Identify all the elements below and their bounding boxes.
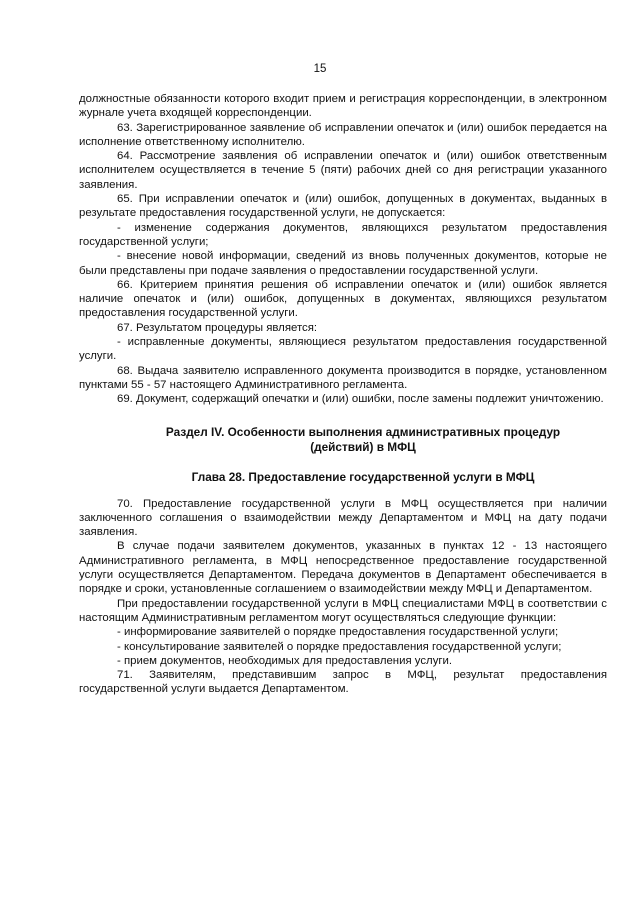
paragraph: - прием документов, необходимых для предоставления услуги.: [117, 654, 453, 667]
paragraph: - исправленные документы, являющиеся результатом предоставления государственной услуги.: [79, 336, 607, 363]
paragraph: 65. При исправлении опечаток и (или) ошибок, допущенных в документах, выданных в результате предоставления государственной услуги, не допускается:: [79, 193, 607, 220]
top-paragraphs: [79, 92, 607, 407]
paragraph: 69. Документ, содержащий опечатки и (или) ошибки, после замены подлежит уничтожению.: [117, 393, 604, 406]
paragraph: - консультирование заявителей о порядке предоставления государственной услуги;: [117, 640, 562, 653]
page-content: [79, 92, 607, 697]
paragraph: При предоставлении государственной услуги в МФЦ специалистами МФЦ в соответствии с настоящим Административным регламентом могут осуществляться следующие функции:: [79, 597, 607, 624]
paragraph: В случае подачи заявителем документов, указанных в пунктах 12 - 13 настоящего Административного регламента, в МФЦ непосредственное предоставление государственной услуги осуществляется Департаментом. Передача документов в Департамент обеспечивается в порядке и сроки, установленные соглашением о взаимодействии между МФЦ и Департаментом.: [79, 540, 607, 596]
paragraph: 66. Критерием принятия решения об исправлении опечаток и (или) ошибок является наличие опечаток и (или) ошибок, допущенных в документах, являющихся результатом предоставления государственной услуги.: [79, 278, 607, 320]
section-heading-line-2: (действий) в МФЦ: [310, 439, 416, 454]
section-heading: [79, 425, 607, 455]
paragraph: должностные обязанности которого входит прием и регистрация корреспонденции, в электронном журнале учета входящей корреспонденции.: [79, 93, 607, 120]
paragraph: 63. Зарегистрированное заявление об исправлении опечаток и (или) ошибок передается на исполнение ответственному исполнителю.: [79, 121, 607, 148]
paragraph: 67. Результатом процедуры является:: [117, 321, 318, 334]
page-number: 15: [313, 63, 327, 75]
paragraph: - внесение новой информации, сведений из вновь полученных документов, которые не были представлены при подаче заявления о предоставлении государственной услуги.: [79, 250, 607, 277]
paragraph: 68. Выдача заявителю исправленного документа производится в порядке, установленном пунктами 55 - 57 настоящего Административного регламента.: [79, 364, 607, 391]
paragraph: - информирование заявителей о порядке предоставления государственной услуги;: [117, 626, 559, 639]
paragraph: - изменение содержания документов, являющихся результатом предоставления государственной услуги;: [79, 221, 607, 248]
paragraph: 64. Рассмотрение заявления об исправлении опечаток и (или) ошибок ответственным исполнителем осуществляется в течение 5 (пяти) рабочих дней со дня регистрации указанного заявления.: [79, 150, 607, 191]
paragraph: 70. Предоставление государственной услуги в МФЦ осуществляется при наличии заключенного соглашения о взаимодействии между Департаментом и МФЦ на дату подачи заявления.: [79, 497, 607, 539]
chapter-heading: Глава 28. Предоставление государственной услуги в МФЦ: [191, 469, 535, 484]
section-heading-line-1: Раздел IV. Особенности выполнения административных процедур: [165, 424, 561, 439]
bottom-paragraphs: [79, 497, 607, 697]
paragraph: 71. Заявителям, представившим запрос в МФЦ, результат предоставления государственной услуги выдается Департаментом.: [79, 669, 607, 696]
